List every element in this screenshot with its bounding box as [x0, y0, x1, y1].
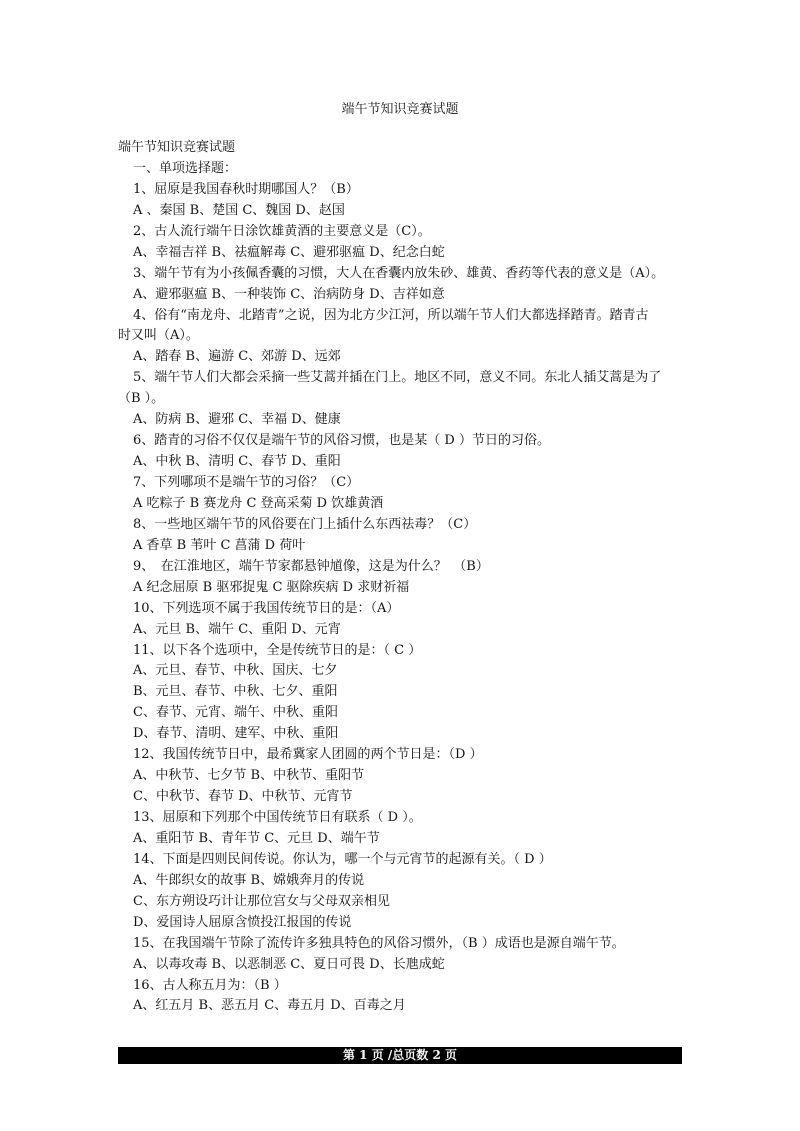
text-line: （B ）。	[118, 391, 165, 407]
text-line: 10、下列选项不属于我国传统节日的是：（A）	[133, 600, 400, 616]
document-body	[118, 138, 684, 1017]
text-line: D、春节、清明、建军、中秋、重阳	[133, 726, 339, 742]
text-line: A、元旦、春节、中秋、国庆、七夕	[133, 663, 338, 679]
text-line: B、元旦、春节、中秋、七夕、重阳	[133, 684, 338, 700]
text-line: 6、踏青的习俗不仅仅是端午节的风俗习惯，也是某（ D ）节日的习俗。	[133, 433, 550, 449]
text-line: A、幸福吉祥 B、祛瘟解毒 C、避邪驱瘟 D、纪念白蛇	[133, 244, 445, 260]
text-line: 4、俗有“南龙舟、北踏青”之说，因为北方少江河，所以端午节人们大都选择踏青。踏青古	[133, 307, 649, 323]
text-line: 时又叫（A）。	[118, 328, 199, 344]
text-line: A、元旦 B、端午 C、重阳 D、元宵	[133, 621, 341, 637]
text-line: A、避邪驱瘟 B、一种装饰 C、治病防身 D、吉祥如意	[133, 286, 445, 302]
text-line: A、中秋节、七夕节 B、中秋节、重阳节	[133, 768, 365, 784]
text-line: 7、下列哪项不是端午节的习俗？（C）	[133, 475, 360, 490]
text-line: A、踏春 B、遍游 C、郊游 D、远郊	[133, 349, 341, 365]
text-line: 15、在我国端午节除了流传许多独具特色的风俗习惯外，（B ）成语也是源自端午节。	[133, 935, 625, 951]
text-line: A 、秦国 B、楚国 C、魏国 D、赵国	[133, 202, 345, 218]
text-line: 16、古人称五月为：（B ）	[133, 977, 287, 993]
text-line: A、重阳节 B、青年节 C、元旦 D、端午节	[133, 830, 380, 846]
text-line: 1、屈原是我国春秋时期哪国人？（B）	[133, 181, 359, 197]
text-line: A、牛郎织女的故事 B、嫦娥奔月的传说	[133, 872, 365, 888]
text-line: 一、单项选择题：	[133, 160, 238, 176]
text-line: A、中秋 B、清明 C、春节 D、重阳	[133, 454, 341, 470]
text-line: A、防病 B、避邪 C、幸福 D、健康	[133, 412, 341, 428]
text-line: 5、端午节人们大都会采摘一些艾蒿并插在门上。地区不同，意义不同。东北人插艾蒿是为了	[133, 370, 662, 386]
text-line: A 吃粽子 B 赛龙舟 C 登高采菊 D 饮雄黄酒	[133, 495, 384, 511]
text-line: 13、屈原和下列那个中国传统节日有联系（ D ）。	[133, 810, 422, 825]
text-line: 2、古人流行端午日涂饮雄黄酒的主要意义是（C）。	[133, 223, 431, 239]
text-line: 8、一些地区端午节的风俗要在门上插什么东西祛毒？（C）	[133, 516, 477, 532]
page-title: 端午节知识竞赛试题	[341, 102, 459, 117]
text-line: C、中秋节、春节 D、中秋节、元宵节	[133, 789, 353, 805]
text-line: 12、我国传统节日中，最希冀家人团圆的两个节日是：（D ）	[133, 747, 483, 763]
text-line: 9、 在江淮地区，端午节家都悬钟馗像，这是为什么？ （B）	[133, 558, 489, 574]
text-line: C、春节、元宵、端午、中秋、重阳	[133, 705, 338, 721]
text-line: 14、下面是四则民间传说。你认为，哪一个与元宵节的起源有关。（ D ）	[133, 851, 552, 867]
text-line: 端午节知识竞赛试题	[118, 140, 236, 155]
page-footer: 第 1 页 /总页数 2 页	[118, 1047, 682, 1064]
text-line: C、东方朔设巧计让那位宫女与父母双亲相见	[133, 893, 390, 909]
text-line: 3、端午节有为小孩佩香囊的习惯，大人在香囊内放朱砂、雄黄、香药等代表的意义是（A）。	[133, 265, 665, 281]
text-line: 11、以下各个选项中，全是传统节日的是：（ C ）	[133, 642, 422, 658]
text-line: D、爱国诗人屈原含愤投江报国的传说	[133, 914, 352, 930]
text-line: A 香草 B 苇叶 C 菖蒲 D 荷叶	[133, 537, 306, 553]
text-line: A、红五月 B、恶五月 C、毒五月 D、百毒之月	[133, 998, 406, 1014]
text-line: A 纪念屈原 B 驱邪捉鬼 C 驱除疾病 D 求财祈福	[133, 579, 410, 595]
text-line: A、以毒攻毒 B、以恶制恶 C、夏日可畏 D、长虺成蛇	[133, 956, 445, 972]
